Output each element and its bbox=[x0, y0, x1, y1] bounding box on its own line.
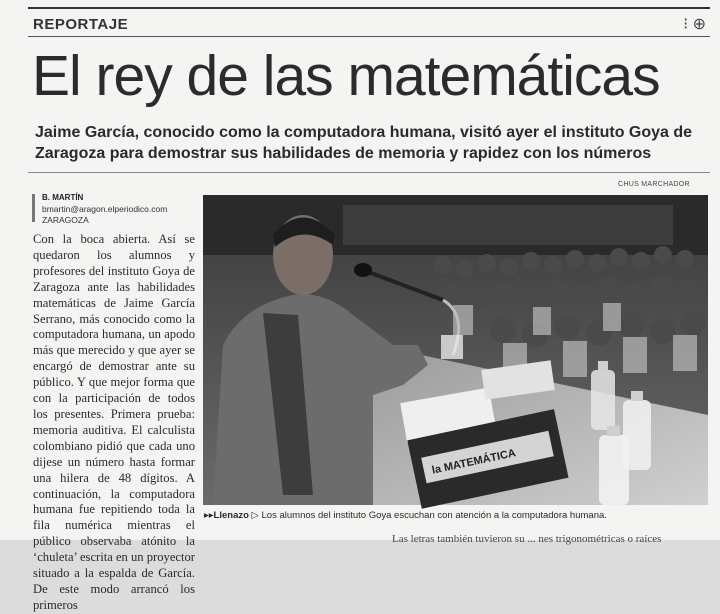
byline-name: B. MARTÍN bbox=[42, 193, 84, 202]
next-column-fragment: Las letras también tuvieron su ... nes trigonométricas o raíces bbox=[392, 533, 662, 545]
top-rule bbox=[28, 7, 710, 9]
newspaper-logo-icon: ⁝ ⊕ bbox=[683, 16, 706, 33]
byline-city: ZARAGOZA bbox=[42, 215, 89, 225]
photo-credit: CHUS MARCHADOR bbox=[618, 181, 690, 188]
article-body bbox=[33, 232, 196, 612]
byline-marker bbox=[32, 194, 35, 222]
photo-caption: ▸▸Llenazo ▷ Los alumnos del instituto Goya escuchan con atención a la computadora humana. bbox=[204, 510, 607, 521]
subtitle-rule bbox=[28, 172, 710, 173]
caption-text: Los alumnos del instituto Goya escuchan con atención a la computadora humana. bbox=[261, 510, 607, 521]
book-cover-title: la MATEMÁTICA bbox=[430, 447, 517, 477]
section-label: REPORTAJE bbox=[33, 16, 129, 33]
byline-email: bmartin@aragon.elperiodico.com bbox=[42, 204, 168, 214]
article-paragraph: Con la boca abierta. Así se quedaron los alumnos y profesores del instituto Goya de Zaragoza ante las habilidades matemáticas de Jaime García Serrano, más conocido como la computadora humana, un apodo más que merecido y que ayer se encargó de demostrar ante su público. Y que mejor forma que con la participación de todos los presentes. Primera prueba: memoria auditiva. El calculista colombiano pidió que cada uno dijese un número hasta formar una hilera de 48 dígitos. A continuación, la computadora humana fue repitiendo toda la fila numérica mientras el público observaba atónito la ‘chuleta’ escrita en un proyector situado a la espalda de García. De este modo arrancó los primeros bbox=[33, 232, 196, 612]
caption-label: Llenazo bbox=[213, 510, 249, 521]
subtitle: Jaime García, conocido como la computadora humana, visitó ayer el instituto Goya de Zaragoza para demostrar sus habilidades de memoria y rapidez con los números bbox=[35, 124, 693, 162]
headline: El rey de las matemáticas bbox=[32, 44, 660, 108]
section-rule bbox=[28, 36, 710, 37]
article-photo bbox=[203, 195, 708, 505]
